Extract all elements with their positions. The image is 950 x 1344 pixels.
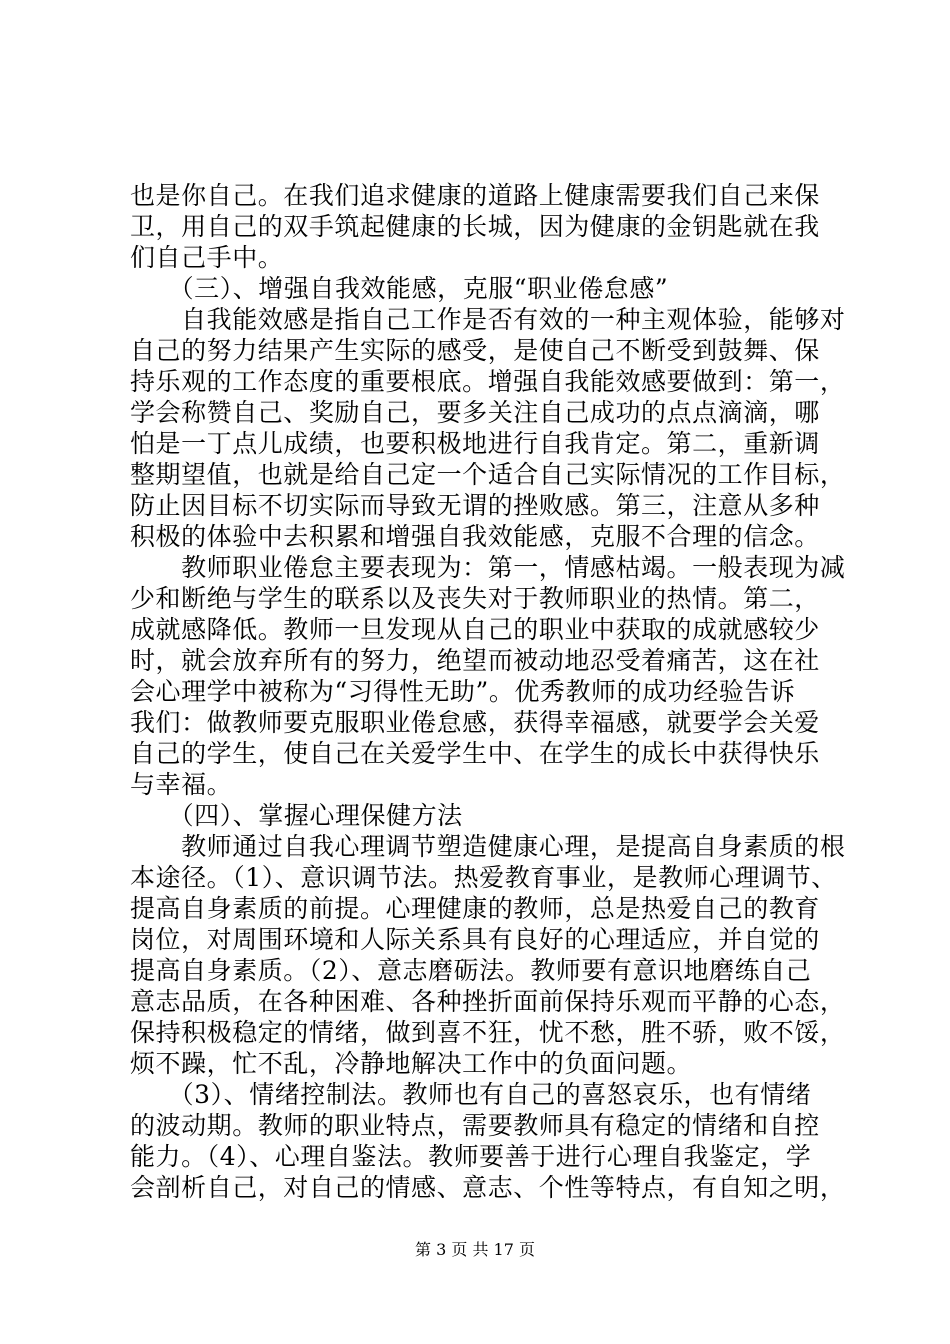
- text-line: 自己的努力结果产生实际的感受，是使自己不断受到鼓舞、保: [130, 336, 820, 365]
- section-heading: （四）、掌握心理保健方法: [130, 801, 463, 830]
- text-line: 我们：做教师要克服职业倦怠感，获得幸福感，就要学会关爱: [130, 708, 820, 737]
- text-line: 成就感降低。教师一旦发现从自己的职业中获取的成就感较少: [130, 615, 820, 644]
- text-line: 自我能效感是指自己工作是否有效的一种主观体验，能够对: [130, 305, 846, 334]
- text-line: 的波动期。教师的职业特点，需要教师具有稳定的情绪和自控: [130, 1111, 820, 1140]
- text-line: 教师通过自我心理调节塑造健康心理，是提高自身素质的根: [130, 832, 846, 861]
- text-line: 烦不躁，忙不乱，冷静地解决工作中的负面问题。: [130, 1049, 693, 1078]
- text-line: 持乐观的工作态度的重要根底。增强自我能效感要做到：第一，: [130, 367, 846, 396]
- page-number: 第 3 页 共 17 页: [415, 1240, 535, 1259]
- text-line: 整期望值，也就是给自己定一个适合自己实际情况的工作目标，: [130, 460, 846, 489]
- text-line: 防止因目标不切实际而导致无谓的挫败感。第三，注意从多种: [130, 491, 820, 520]
- text-line: 意志品质，在各种困难、各种挫折面前保持乐观而平静的心态，: [130, 987, 846, 1016]
- text-line: 也是你自己。在我们追求健康的道路上健康需要我们自己来保: [130, 181, 820, 210]
- text-line: 自己的学生，使自己在关爱学生中、在学生的成长中获得快乐: [130, 739, 820, 768]
- text-line: 提高自身素质的前提。心理健康的教师，总是热爱自己的教育: [130, 894, 820, 923]
- document-body: [130, 180, 846, 1203]
- section-heading: （三）、增强自我效能感，克服“职业倦怠感”: [130, 274, 669, 303]
- text-line: 提高自身素质。（2）、意志磨砺法。教师要有意识地磨练自己: [130, 956, 812, 985]
- text-line: 积极的体验中去积累和增强自我效能感，克服不合理的信念。: [130, 522, 820, 551]
- text-line: 与幸福。: [130, 770, 233, 799]
- text-line: 卫，用自己的双手筑起健康的长城，因为健康的金钥匙就在我: [130, 212, 820, 241]
- text-line: （3）、情绪控制法。教师也有自己的喜怒哀乐，也有情绪: [130, 1080, 812, 1109]
- text-line: 会剖析自己，对自己的情感、意志、个性等特点，有自知之明，: [130, 1173, 846, 1202]
- text-line: 本途径。（1）、意识调节法。热爱教育事业，是教师心理调节、: [130, 863, 837, 892]
- text-line: 怕是一丁点儿成绩，也要积极地进行自我肯定。第二，重新调: [130, 429, 820, 458]
- text-line: 学会称赞自己、奖励自己，要多关注自己成功的点点滴滴，哪: [130, 398, 820, 427]
- text-line: 教师职业倦怠主要表现为：第一，情感枯竭。一般表现为减: [130, 553, 846, 582]
- text-line: 少和断绝与学生的联系以及丧失对于教师职业的热情。第二，: [130, 584, 820, 613]
- text-line: 岗位，对周围环境和人际关系具有良好的心理适应，并自觉的: [130, 925, 820, 954]
- text-line: 们自己手中。: [130, 243, 284, 272]
- page-footer: [0, 1240, 950, 1260]
- text-line: 会心理学中被称为“习得性无助”。优秀教师的成功经验告诉: [130, 677, 796, 706]
- text-line: 保持积极稳定的情绪，做到喜不狂，忧不愁，胜不骄，败不馁，: [130, 1018, 846, 1047]
- text-line: 能力。（4）、心理自鉴法。教师要善于进行心理自我鉴定，学: [130, 1142, 812, 1171]
- text-line: 时，就会放弃所有的努力，绝望而被动地忍受着痛苦，这在社: [130, 646, 820, 675]
